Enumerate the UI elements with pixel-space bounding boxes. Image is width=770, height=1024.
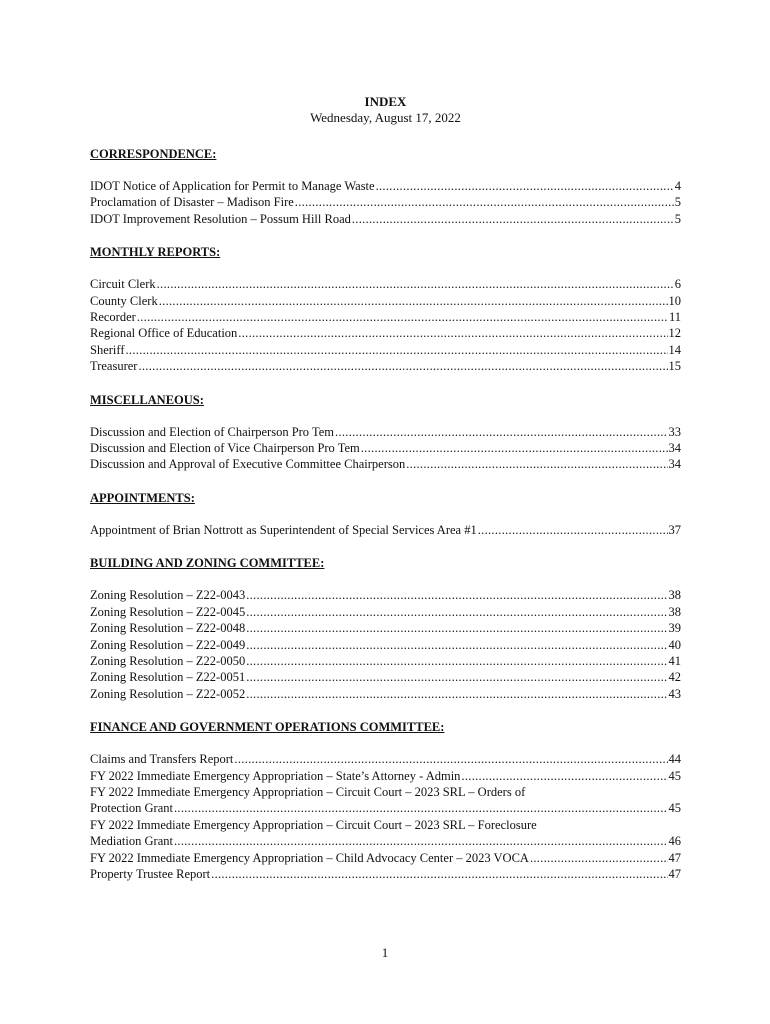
entry-page-number: 43 [668,686,681,701]
entry-page-number: 45 [668,768,681,783]
entry-label: Discussion and Election of Chairperson Pro Tem [90,424,334,439]
index-entry [90,424,681,440]
section-heading: CORRESPONDENCE: [90,147,217,161]
index-entry [90,653,681,669]
dot-leader [406,456,667,472]
dot-leader [174,800,668,816]
page-number: 1 [381,945,389,960]
document-page [90,94,681,882]
index-entry [90,522,681,538]
entry-label-line: FY 2022 Immediate Emergency Appropriation – Circuit Court – 2023 SRL – Orders of [90,784,526,799]
entry-label: Proclamation of Disaster – Madison Fire [90,195,294,210]
entry-page-number: 12 [668,326,681,341]
dot-leader [174,833,668,849]
entry-page-number: 39 [668,621,681,636]
index-entry [90,194,681,210]
dot-leader [246,637,667,653]
index-section [90,244,681,374]
entry-page-number: 15 [668,359,681,374]
entry-label: Appointment of Brian Nottrott as Superintendent of Special Services Area #1 [90,522,477,537]
entry-label: IDOT Notice of Application for Permit to Manage Waste [90,179,375,193]
entry-label: Zoning Resolution – Z22-0052 [90,686,246,701]
entry-label: Zoning Resolution – Z22-0050 [90,653,246,668]
entry-page-number: 47 [668,866,681,881]
dot-leader [478,522,668,538]
index-entry [90,637,681,653]
dot-leader [335,424,668,440]
entry-page-number: 46 [668,834,681,849]
entry-page-number: 14 [668,342,681,357]
index-entry [90,358,681,374]
index-entry [90,276,681,292]
index-entry [90,178,681,194]
entry-page-number: 42 [668,670,681,685]
entry-page-number: 45 [668,801,681,816]
index-entry [90,620,681,636]
dot-leader [246,653,667,669]
entry-label: Zoning Resolution – Z22-0048 [90,621,246,636]
index-section [90,490,681,538]
index-entry [90,686,681,702]
entry-label: Zoning Resolution – Z22-0049 [90,637,246,652]
dot-leader [159,293,668,309]
entry-label: Property Trustee Report [90,866,211,881]
entry-page-number: 10 [668,293,681,308]
index-entry [90,669,681,685]
dot-leader [211,866,667,882]
index-entry [90,440,681,456]
entry-label: Mediation Grant [90,834,173,849]
section-heading: APPOINTMENTS: [90,490,195,505]
index-entry [90,751,681,767]
entry-label: Treasurer [90,359,138,374]
index-entry [90,325,681,341]
dot-leader [238,325,667,341]
entry-label: Circuit Clerk [90,277,156,292]
index-entry [90,587,681,603]
dot-leader [246,587,667,603]
dot-leader [295,194,674,210]
section-heading: MISCELLANEOUS: [90,392,204,407]
section-heading: FINANCE AND GOVERNMENT OPERATIONS COMMITTEE: [90,720,445,735]
index-entry [90,768,681,784]
entry-label: Claims and Transfers Report [90,752,234,767]
entry-page-number: 38 [668,588,681,603]
entry-page-number: 4 [674,179,681,193]
entry-label: County Clerk [90,293,158,308]
section-heading: MONTHLY REPORTS: [90,245,221,260]
index-sections [90,146,681,882]
entry-page-number: 34 [668,441,681,456]
entry-page-number: 11 [668,310,681,325]
entry-label: Recorder [90,310,136,325]
dot-leader [157,276,674,292]
dot-leader [461,768,667,784]
entry-label: Regional Office of Education [90,326,238,341]
index-section [90,146,681,227]
entry-page-number: 41 [668,653,681,668]
entry-page-number: 40 [668,637,681,652]
entry-page-number: 6 [674,277,681,292]
dot-leader [530,850,668,866]
index-entry [90,866,681,882]
entry-label: Discussion and Election of Vice Chairperson Pro Tem [90,441,360,456]
entry-label-line: FY 2022 Immediate Emergency Appropriation – Circuit Court – 2023 SRL – Foreclosure [90,817,537,832]
index-entry [90,604,681,620]
index-entry [90,800,681,816]
entry-label: Discussion and Approval of Executive Committee Chairperson [90,457,406,472]
index-entry [90,211,681,227]
entry-page-number: 5 [674,195,681,210]
index-section [90,392,681,473]
index-title: INDEX [364,94,407,109]
index-entry [90,456,681,472]
entry-page-number: 34 [668,457,681,472]
entry-page-number: 44 [668,752,681,767]
section-heading: BUILDING AND ZONING COMMITTEE: [90,556,325,571]
entry-page-number: 38 [668,604,681,619]
entry-page-number: 47 [668,850,681,865]
entry-label: IDOT Improvement Resolution – Possum Hill Road [90,211,351,226]
dot-leader [234,751,667,767]
index-entry [90,342,681,358]
entry-page-number: 33 [668,424,681,439]
dot-leader [246,686,667,702]
dot-leader [352,211,674,227]
entry-label: Protection Grant [90,801,173,816]
index-entry [90,833,681,849]
dot-leader [361,440,668,456]
entry-label: FY 2022 Immediate Emergency Appropriation – State’s Attorney - Admin [90,768,461,783]
dot-leader [246,620,667,636]
index-entry [90,293,681,309]
dot-leader [126,342,668,358]
dot-leader [246,604,667,620]
dot-leader [246,669,667,685]
entry-label: Sheriff [90,342,125,357]
index-section [90,719,681,882]
index-entry [90,850,681,866]
entry-page-number: 37 [668,522,681,537]
index-entry [90,309,681,325]
entry-label: FY 2022 Immediate Emergency Appropriation – Child Advocacy Center – 2023 VOCA [90,850,529,865]
entry-page-number: 5 [674,211,681,226]
dot-leader [376,178,674,194]
entry-label: Zoning Resolution – Z22-0051 [90,670,246,685]
entry-label: Zoning Resolution – Z22-0043 [90,588,246,603]
dot-leader [138,358,667,374]
index-date: Wednesday, August 17, 2022 [310,110,461,125]
entry-label: Zoning Resolution – Z22-0045 [90,604,246,619]
dot-leader [137,309,668,325]
index-section [90,555,681,702]
